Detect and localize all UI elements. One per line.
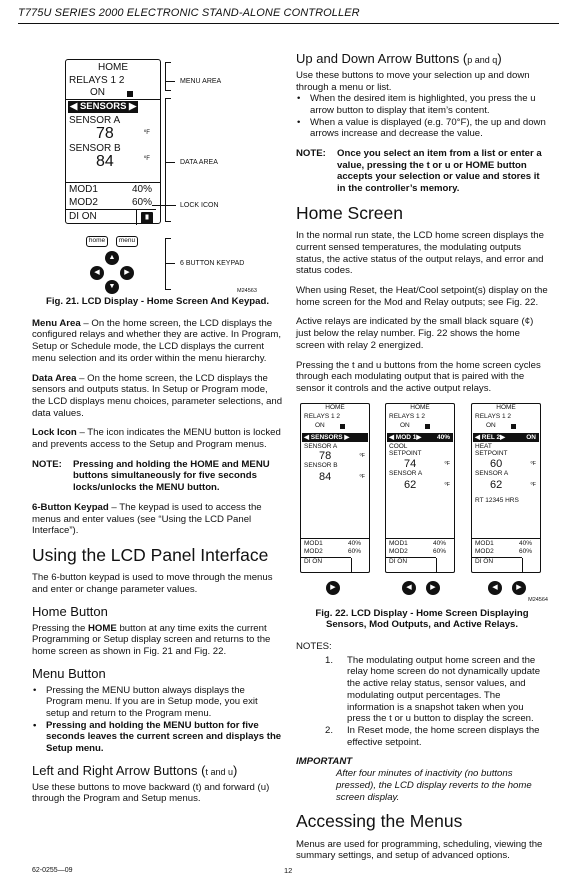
mini-mod1-label: MOD1 — [304, 539, 323, 547]
mini-value-2: 62 — [490, 478, 503, 491]
figure-code: M24564 — [528, 596, 548, 603]
home-key[interactable]: home — [86, 236, 108, 247]
mini-label-2: SENSOR A — [475, 469, 509, 477]
heading-accessing-menus: Accessing the Menus — [296, 811, 463, 832]
menu-area-leader — [165, 81, 175, 82]
list-item: • Pressing the MENU button always displays the Program menu. If you are in Setup mode, you exit setup and return to the Program menu. — [32, 685, 283, 720]
mini-on-label: ON — [315, 421, 325, 429]
term: Menu Area — [32, 317, 81, 329]
mini-mod2-row — [386, 548, 454, 557]
mini-di-row — [472, 557, 522, 572]
keypad-paragraph — [32, 502, 283, 537]
mini-value-row — [472, 479, 540, 491]
mini-di-row — [301, 557, 351, 572]
mini-mod1-row — [472, 538, 540, 548]
list-item: • When the desired item is highlighted, you press the u arrow button to display that item’s content. — [296, 93, 548, 116]
mini-unit: ºF — [359, 474, 365, 481]
lcd-mod2-label: MOD2 — [69, 197, 98, 208]
mini-unit: ºF — [530, 460, 536, 467]
right-column — [296, 51, 548, 870]
list-item — [296, 655, 548, 725]
mini-extra: RT 12345 HRS — [475, 496, 519, 504]
item-number: 1. — [324, 654, 333, 666]
list-item: • When a value is displayed (e.g. 70°F), the up and down arrows increase and decrease the value. — [296, 117, 548, 140]
lock-icon — [137, 210, 157, 226]
mini-mod2-value: 60% — [432, 547, 446, 555]
left-arrow-key[interactable]: ◀ — [402, 581, 416, 595]
data-area-bracket — [165, 221, 171, 222]
lcd-divider — [66, 209, 136, 210]
up-arrow-key[interactable]: ▲ — [105, 251, 119, 265]
left-arrow-key[interactable]: ◀ — [90, 266, 104, 280]
mini-value-2: 84 — [319, 471, 332, 484]
document-number: 62-0255—09 — [32, 867, 73, 874]
menu-area-callout: MENU AREA — [180, 78, 222, 85]
lock-icon — [522, 558, 540, 573]
figure-21 — [32, 52, 283, 296]
mini-home-label: HOME — [410, 403, 430, 411]
mini-label-1: HEAT SETPOINT — [475, 442, 508, 458]
mini-mod1-row — [301, 538, 369, 548]
mini-value-1: 60 — [490, 457, 503, 470]
lcd-unit-b: ºF — [144, 156, 150, 162]
mini-tab-label: ◀ SENSORS ▶ — [304, 433, 350, 441]
menu-area-bracket — [165, 62, 166, 90]
mini-tab-label: ◀ MOD 1▶ — [389, 433, 422, 441]
note-label: NOTE: — [32, 458, 62, 470]
data-area-callout: DATA AREA — [180, 159, 218, 166]
lcd-display — [65, 59, 161, 224]
mini-di-on: DI ON — [389, 557, 408, 565]
left-column — [32, 52, 283, 813]
mini-label-1: SENSOR A — [304, 442, 338, 450]
lcd-sensor-b-label: SENSOR B — [69, 143, 121, 154]
lcd-di-on: DI ON — [69, 211, 97, 222]
figure-code: M24563 — [237, 288, 257, 294]
important-text: After four minutes of inactivity (no buttons pressed), the LCD display reverts to the home screen display. — [336, 768, 532, 803]
definition: – The icon indicates the MENU button is locked and prevents access to the Setup and Program menus. — [32, 427, 281, 451]
mini-value-row — [472, 458, 540, 470]
right-arrow-key[interactable]: ▶ — [512, 581, 526, 595]
text: and — [472, 55, 493, 65]
text-bold: HOME — [88, 622, 117, 634]
mini-mod2-row — [301, 548, 369, 557]
lock-icon — [436, 558, 454, 573]
mini-tab-label: ◀ REL 2▶ — [475, 433, 506, 441]
heading-home-screen: Home Screen — [296, 202, 403, 223]
mini-mod1-row — [386, 538, 454, 548]
mini-mod2-label: MOD2 — [304, 547, 323, 555]
figure-21-caption: Fig. 21. LCD Display - Home Screen And Keypad. — [45, 296, 270, 307]
home-screen-paragraph: Active relays are indicated by the small black square (¢) just below the relay number. Fig. 22 shows the home screen with relay 2 energized. — [296, 316, 534, 351]
mini-tab-value: ON — [526, 433, 536, 441]
item-number: 2. — [324, 725, 333, 736]
relay-active-square — [511, 424, 516, 429]
definition: – The keypad is used to access the menus and enter values (see “Using the LCD Panel Interface”). — [32, 501, 262, 537]
figure-22-caption: Fig. 22. LCD Display - Home Screen Displaying Sensors, Mod Outputs, and Active Relays. — [315, 607, 529, 631]
heading-menu-button: Menu Button — [32, 665, 106, 681]
menu-button-list — [32, 685, 283, 755]
lcd-sensor-b-value: 84 — [96, 153, 114, 170]
left-right-paragraph: Use these buttons to move backward (t) and forward (u) through the Program and Setup menus. — [32, 781, 270, 805]
mini-unit: ºF — [530, 481, 536, 488]
note-text: Once you select an item from a list or enter a value, pressing the t or u or HOME button accepts your selection or value and stores it in the controller’s memory. — [337, 148, 542, 195]
note-lock — [32, 459, 283, 494]
text: and — [207, 766, 228, 777]
heading-left-right-arrows — [32, 763, 283, 779]
text: u — [227, 766, 233, 777]
mini-label-2: SENSOR A — [389, 469, 423, 477]
mini-label-2: SENSOR B — [304, 462, 338, 470]
heading-using-lcd: Using the LCD Panel Interface — [32, 544, 269, 565]
home-button-paragraph — [32, 623, 283, 658]
notes-label: NOTES: — [296, 641, 332, 653]
mini-lcd-screen — [385, 403, 455, 573]
mini-value-1: 78 — [319, 450, 332, 463]
mini-value-1: 74 — [404, 457, 417, 470]
mini-lcd-screen — [471, 403, 541, 573]
mini-home-label: HOME — [496, 403, 516, 411]
lcd-divider — [66, 182, 160, 183]
mini-mod1-value: 40% — [347, 539, 361, 547]
list-item: • Pressing and holding the MENU button for five seconds leaves the current screen and displays the Setup menu. — [32, 720, 283, 755]
term: 6-Button Keypad — [32, 501, 109, 513]
mini-extra — [386, 497, 454, 506]
up-down-list — [296, 93, 548, 140]
left-arrow-key[interactable]: ◀ — [488, 581, 502, 595]
mini-on-label: ON — [400, 421, 410, 429]
mini-tab-value: 40% — [436, 433, 450, 441]
mini-relays-label: RELAYS 1 2 — [389, 412, 426, 420]
mini-on-row — [472, 422, 540, 431]
text: t — [205, 766, 208, 777]
list-item — [296, 725, 548, 748]
mini-value-row — [386, 479, 454, 491]
mini-value-2: 62 — [404, 478, 417, 491]
mini-relays-label: RELAYS 1 2 — [475, 412, 512, 420]
mini-label-1: COOL SETPOINT — [389, 442, 422, 458]
definition: – On the home screen, the LCD displays the sensors and outputs status. In Setup or Program mode, the LCD displays menu choices, parameter selections, and data values. — [32, 372, 283, 419]
relay-active-square — [425, 424, 430, 429]
mini-relays-label: RELAYS 1 2 — [304, 412, 341, 420]
mini-mod2-value: 60% — [347, 547, 361, 555]
mini-tab — [387, 433, 453, 442]
important-label: IMPORTANT — [296, 756, 353, 768]
lcd-sensors-tab: ◀ SENSORS ▶ — [70, 101, 137, 112]
running-header: T775U SERIES 2000 ELECTRONIC STAND-ALONE CONTROLLER — [18, 7, 360, 19]
lock-icon-paragraph — [32, 427, 283, 450]
mini-tab — [302, 433, 368, 442]
text: Left and Right Arrow Buttons ( — [32, 762, 206, 778]
notes-list — [296, 655, 548, 749]
mini-bottom — [472, 538, 540, 572]
note-label: NOTE: — [296, 148, 326, 160]
mini-mod1-value: 40% — [518, 539, 532, 547]
text: q — [492, 55, 498, 65]
mini-mod2-label: MOD2 — [389, 547, 408, 555]
mini-bottom — [386, 538, 454, 572]
lock-icon-box — [136, 209, 156, 225]
page-number: 12 — [284, 866, 293, 875]
relay-active-square — [127, 91, 133, 97]
note-text: Pressing and holding the HOME and MENU buttons simultaneously for five seconds locks/unlocks the MENU button. — [73, 458, 270, 494]
mini-mod1-value: 40% — [432, 539, 446, 547]
definition: – On the home screen, the LCD displays the configured relays and whether they are active. In Program, Setup or Schedule mode, the LCD displays the current menu selection and its order within the menu hierarchy. — [32, 317, 282, 364]
menu-key[interactable]: menu — [116, 236, 138, 247]
text: Pressing the — [32, 622, 88, 634]
note-accept — [296, 148, 548, 195]
lcd-sensor-a-value: 78 — [96, 125, 114, 142]
mini-di-on: DI ON — [475, 557, 494, 565]
keypad-callout: 6 BUTTON KEYPAD — [180, 260, 245, 267]
menu-area-bracket — [165, 90, 171, 91]
lcd-on-label: ON — [90, 87, 105, 98]
mini-mod2-value: 60% — [518, 547, 532, 555]
lcd-sensor-a-label: SENSOR A — [69, 115, 121, 126]
mini-on-row — [301, 422, 369, 431]
home-screen-paragraph: Pressing the t and u buttons from the home screen cycles through each modulating output that is paired with the sensor it controls and the active output relays. — [296, 359, 541, 394]
mini-on-row — [386, 422, 454, 431]
header-rule — [18, 23, 559, 24]
lock-icon-callout: LOCK ICON — [180, 202, 219, 209]
up-down-paragraph: Use these buttons to move your selection up and down through a menu or list. — [296, 69, 530, 93]
mini-unit: ºF — [359, 453, 365, 460]
relay-active-square — [340, 424, 345, 429]
mini-di-row — [386, 557, 436, 572]
item-text: In Reset mode, the home screen displays the effective setpoint. — [347, 725, 540, 748]
home-screen-paragraph: In the normal run state, the LCD home screen displays the current sensed temperatures, the modulating outputs status, the active status of the output relays, and error and status codes. — [296, 230, 544, 277]
mini-bottom — [301, 538, 369, 572]
data-area-leader — [165, 162, 175, 163]
mini-di-on: DI ON — [304, 557, 323, 565]
data-area-bracket — [165, 98, 166, 221]
mini-tab — [473, 433, 539, 442]
lock-icon — [351, 558, 369, 573]
mini-mod1-label: MOD1 — [475, 539, 494, 547]
text: ) — [497, 51, 502, 66]
right-arrow-key[interactable]: ▶ — [426, 581, 440, 595]
menu-area-bracket — [165, 62, 171, 63]
mini-value-row — [301, 471, 369, 483]
mini-mod2-label: MOD2 — [475, 547, 494, 555]
mini-unit: ºF — [444, 460, 450, 467]
mini-mod2-row — [472, 548, 540, 557]
item-text: The modulating output home screen and the relay home screen do not dynamically update the active relay status, sensor values, and modulating output percentages. The information is a snapshot taken when you press the t or u button to display the screen. — [347, 654, 541, 725]
text: Up and Down Arrow Buttons ( — [296, 51, 468, 66]
right-arrow-key[interactable]: ▶ — [120, 266, 134, 280]
mini-value-row — [386, 458, 454, 470]
keypad-bracket — [165, 238, 171, 239]
mini-extra — [301, 489, 369, 498]
down-arrow-key[interactable]: ▼ — [105, 280, 119, 294]
lcd-mod2-value: 60% — [132, 197, 153, 208]
mini-mod1-label: MOD1 — [389, 539, 408, 547]
lcd-home-label: HOME — [98, 62, 128, 73]
keypad-leader — [165, 263, 175, 264]
mini-lcd-screen — [300, 403, 370, 573]
heading-up-down-arrows — [296, 51, 548, 67]
lcd-divider — [66, 99, 160, 100]
mini-on-label: ON — [486, 421, 496, 429]
text: ) — [233, 762, 238, 778]
keypad-bracket — [165, 289, 171, 290]
heading-home-button: Home Button — [32, 603, 108, 619]
mini-value-row — [301, 450, 369, 462]
menu-area-paragraph — [32, 318, 283, 365]
lock-icon-leader — [152, 205, 176, 206]
accessing-paragraph: Menus are used for programming, scheduling, viewing the summary settings, and setup of advanced options. — [296, 838, 543, 862]
mini-home-label: HOME — [325, 403, 345, 411]
right-arrow-key[interactable]: ▶ — [326, 581, 340, 595]
lcd-mod1-label: MOD1 — [69, 184, 98, 195]
using-paragraph: The 6-button keypad is used to move through the menus and enter or change parameter values. — [32, 572, 273, 595]
lcd-mod1-value: 40% — [132, 184, 153, 195]
lcd-unit-a: ºF — [144, 130, 150, 136]
text: p — [467, 55, 473, 65]
term: Data Area — [32, 372, 77, 384]
lcd-relays-label: RELAYS 1 2 — [69, 75, 125, 86]
term: Lock Icon — [32, 427, 77, 439]
figure-22 — [296, 403, 548, 608]
mini-unit: ºF — [444, 481, 450, 488]
data-area-bracket — [165, 98, 171, 99]
data-area-paragraph — [32, 373, 283, 420]
text: button at any time exits the current Programming or Setup display screen and returns to the home screen as shown in Fig. 21 and Fig. 22. — [32, 622, 271, 657]
home-screen-paragraph: When using Reset, the Heat/Cool setpoint(s) display on the home screen for the Mod and Relay outputs; see Fig. 22. — [296, 285, 548, 308]
